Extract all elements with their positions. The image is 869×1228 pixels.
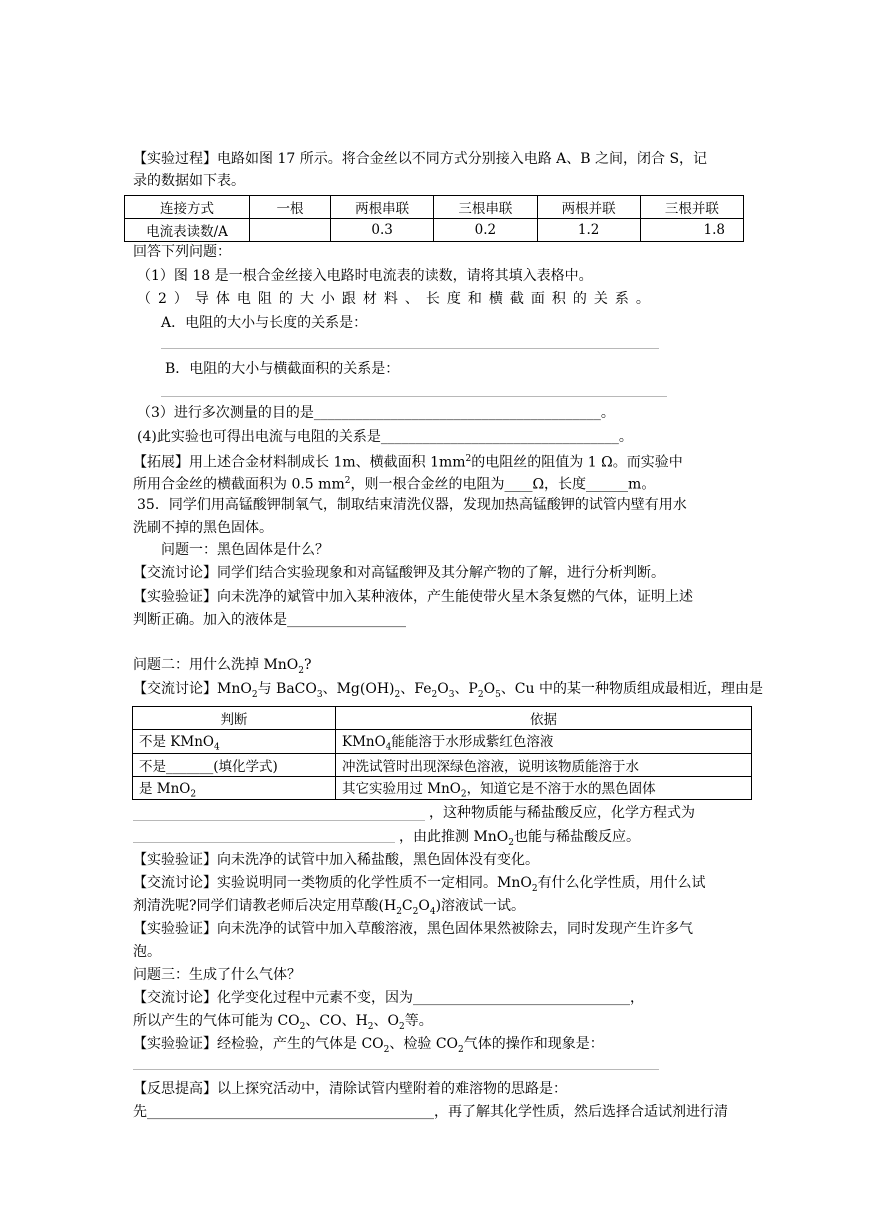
after-table-line1: ，这种物质能与稀盐酸反应，化学方程式为	[429, 805, 695, 821]
answer-blank-reason[interactable]	[133, 820, 425, 821]
reflection: 【反思提高】以上探究活动中，清除试管内壁附着的难溶物的思路是：	[133, 1081, 567, 1097]
table-header-row	[133, 707, 752, 730]
extension-line1	[133, 450, 683, 472]
question-3: （3）进行多次测量的目的是_________________________________________。	[137, 405, 615, 421]
table-cell: 0.3	[331, 219, 434, 242]
problem-35-line2: 洗刷不掉的黑色固体。	[133, 520, 273, 536]
extension-text: 所用合金丝的横截面积为 0.5 mm	[133, 476, 345, 493]
answer-blank-4[interactable]: __________________________________	[380, 429, 619, 445]
problem-35-line1: 35．同学们用高锰酸钾制氧气，制取结束清洗仪器，发现加热高锰酸钾的试管内壁有用水	[137, 497, 687, 513]
question-three: 问题三：生成了什么气体？	[133, 967, 301, 983]
discussion-4-text: 所以产生的气体可能为 CO	[133, 1013, 300, 1029]
verification-2: 【实验验证】向未洗净的试管中加入稀盐酸，黑色固体没有变化。	[133, 852, 539, 868]
question-2a: A．电阻的大小与长度的关系是：	[161, 315, 368, 331]
table-cell-blank	[250, 219, 331, 242]
table-header-row	[125, 196, 744, 219]
discussion-3-text: 剂清洗呢?同学们请教老师后决定用草酸(H	[133, 898, 397, 914]
reflection-text: ，再了解其化学性质，然后选择合适试剂进行清	[434, 1104, 728, 1120]
superscript: 2	[465, 454, 472, 464]
table-cell: 1.8	[640, 219, 743, 242]
discussion-2: 【交流讨论】MnO$_2$与 BaCO$_3$、$Mg(OH)_2$、$Fe_2O_3$、$P_2O_5$、Cu 中的某一种物质组成最相近，理由是	[133, 681, 763, 700]
table-cell: 不是 KMnO$_4$	[133, 730, 336, 754]
table-cell: 依据	[336, 707, 752, 730]
table-cell: 1.2	[537, 219, 640, 242]
experiment-process-line1: 【实验过程】电路如图 17 所示。将合金丝以不同方式分别接入电路 A、B 之间，闭合 S，记	[133, 151, 708, 167]
experiment-process-line2: 录的数据如下表。	[133, 173, 245, 189]
reflection-blank[interactable]: 先_________________________________________	[133, 1104, 434, 1120]
discussion-3a: 【交流讨论】实验说明同一类物质的化学性质不一定相同。MnO$_2$有什么化学性质，用什么试	[133, 875, 706, 894]
answer-blank-equation[interactable]	[133, 842, 395, 843]
verification-4-text: 、检验 CO	[389, 1036, 459, 1052]
question-4: (4)此实验也可得出电流与电阻的关系是__________________________________。	[137, 429, 633, 445]
answer-blank-2b[interactable]	[161, 396, 667, 397]
verification-3a: 【实验验证】向未洗净的试管中加入草酸溶液，黑色固体果然被除去，同时发现产生许多气	[133, 921, 693, 937]
table-cell: 两根串联	[331, 196, 434, 219]
after-table-text: ，由此推测 MnO	[399, 829, 509, 845]
question-2b: B．电阻的大小与横截面积的关系是：	[165, 361, 400, 377]
discussion-2-rest: 中的某一种物质组成最相近，理由是	[539, 681, 763, 697]
extension-line2	[133, 472, 655, 494]
table-cell: 判断	[133, 707, 336, 730]
table-row	[133, 753, 752, 776]
discussion-1: 【交流讨论】同学们结合实验现象和对高锰酸钾及其分解产物的了解，进行分析判断。	[133, 565, 665, 581]
question-1: （1）图 18 是一根合金丝接入电路时电流表的读数，请将其填入表格中。	[137, 268, 593, 284]
question-4-text: (4)此实验也可得出电流与电阻的关系是	[137, 429, 381, 445]
judgment-table	[132, 706, 752, 800]
table-cell: 连接方式	[125, 196, 250, 219]
discussion-3-text: 【交流讨论】实验说明同一类物质的化学性质不一定相同。MnO	[133, 875, 532, 891]
discussion-3-text: )溶液试一试。	[435, 898, 526, 914]
cell-text: 能能溶于水形成紫红色溶液	[391, 734, 554, 750]
table-cell: 不是_______(填化学式)	[133, 753, 336, 776]
cell-text: 其它实验用过 MnO	[342, 780, 461, 797]
verification-4-text: 【实验验证】经检验，产生的气体是 CO	[133, 1036, 384, 1052]
question-2: （2）导体电阻的大小跟材料、长度和横截面积的关系。	[137, 291, 657, 307]
table-row	[133, 776, 752, 800]
discussion-2-text: 【交流讨论】MnO	[133, 681, 252, 697]
table-cell: 三根串联	[434, 196, 537, 219]
verification-1a: 【实验验证】向未洗净的斌管中加入某种液体，产生能使带火星木条复燃的气体，证明上述	[133, 589, 693, 605]
answer-blank-2a[interactable]	[161, 348, 659, 349]
question-two: 问题二：用什么洗掉 MnO$_2$?	[133, 657, 312, 676]
table-cell: 一根	[250, 196, 331, 219]
table-cell: KMnO$_4$能能溶于水形成紫红色溶液	[336, 730, 752, 754]
after-table-text: 也能与稀盐酸反应。	[514, 829, 641, 845]
table-cell: 三根并联	[640, 196, 743, 219]
superscript: 2	[344, 476, 351, 486]
verification-4-text: 气体的操作和现象是：	[463, 1036, 604, 1052]
discussion-4-text: 、CO、H	[305, 1013, 368, 1029]
answer-blank-3[interactable]: _________________________________________	[313, 405, 601, 421]
discussion-4b: 所以产生的气体可能为 $CO_2$、CO、$H_2$、$O_2$等。	[133, 1013, 433, 1032]
question-3-text: （3）进行多次测量的目的是	[137, 405, 314, 421]
discussion-3b: 剂清洗呢?同学们请教老师后决定用草酸$(H_2C_2O_4)$溶液试一试。	[133, 898, 526, 917]
discussion-4-text: 等。	[404, 1013, 433, 1029]
table-row	[125, 219, 744, 242]
extension-text: 的电阻丝的阻值为 1 Ω。而实验中	[471, 454, 683, 471]
extension-text: 【拓展】用上述合金材料制成长 1m、横截面积 1mm	[133, 454, 466, 471]
cell-text: 是 MnO	[139, 780, 191, 797]
table-cell: 其它实验用过 MnO$_2$，知道它是不溶于水的黑色固体	[336, 776, 752, 800]
reflection-final-line	[133, 1103, 728, 1121]
after-table-line2: ，由此推测 MnO$_2$也能与稀盐酸反应。	[399, 829, 641, 848]
cell-text: 不是 KMnO	[139, 734, 214, 750]
extension-text: ，则一根合金丝的电阻为____Ω，长度______m。	[350, 476, 656, 493]
table-cell: 是 MnO$_2$	[133, 776, 336, 800]
cell-text: KMnO	[342, 734, 386, 750]
verification-4: 【实验验证】经检验，产生的气体是 $CO_2$、检验 $CO_2$气体的操作和现象是：	[133, 1036, 604, 1055]
table-cell: 冲洗试管时出现深绿色溶液，说明该物质能溶于水	[336, 753, 752, 776]
cell-text: ，知道它是不溶于水的黑色固体	[466, 780, 656, 797]
table-row	[133, 730, 752, 754]
question-one: 问题一：黑色固体是什么？	[161, 542, 329, 558]
table-cell: 两根并联	[537, 196, 640, 219]
discussion-4a: 【交流讨论】化学变化过程中元素不变，因为_______________________________，	[133, 990, 644, 1006]
question-two-text: 问题二：用什么洗掉 MnO	[133, 657, 299, 673]
table-cell: 电流表读数/A	[125, 219, 250, 242]
discussion-4-text: 、O	[373, 1013, 399, 1029]
verification-1b: 判断正确。加入的液体是_________________	[133, 612, 406, 628]
table-cell: 0.2	[434, 219, 537, 242]
current-readings-table	[124, 195, 744, 242]
questions-heading: 回答下列问题：	[133, 244, 231, 260]
discussion-3-text: 有什么化学性质，用什么试	[537, 875, 706, 891]
verification-3b: 泡。	[133, 944, 161, 960]
answer-blank-co2-test[interactable]	[133, 1069, 659, 1070]
